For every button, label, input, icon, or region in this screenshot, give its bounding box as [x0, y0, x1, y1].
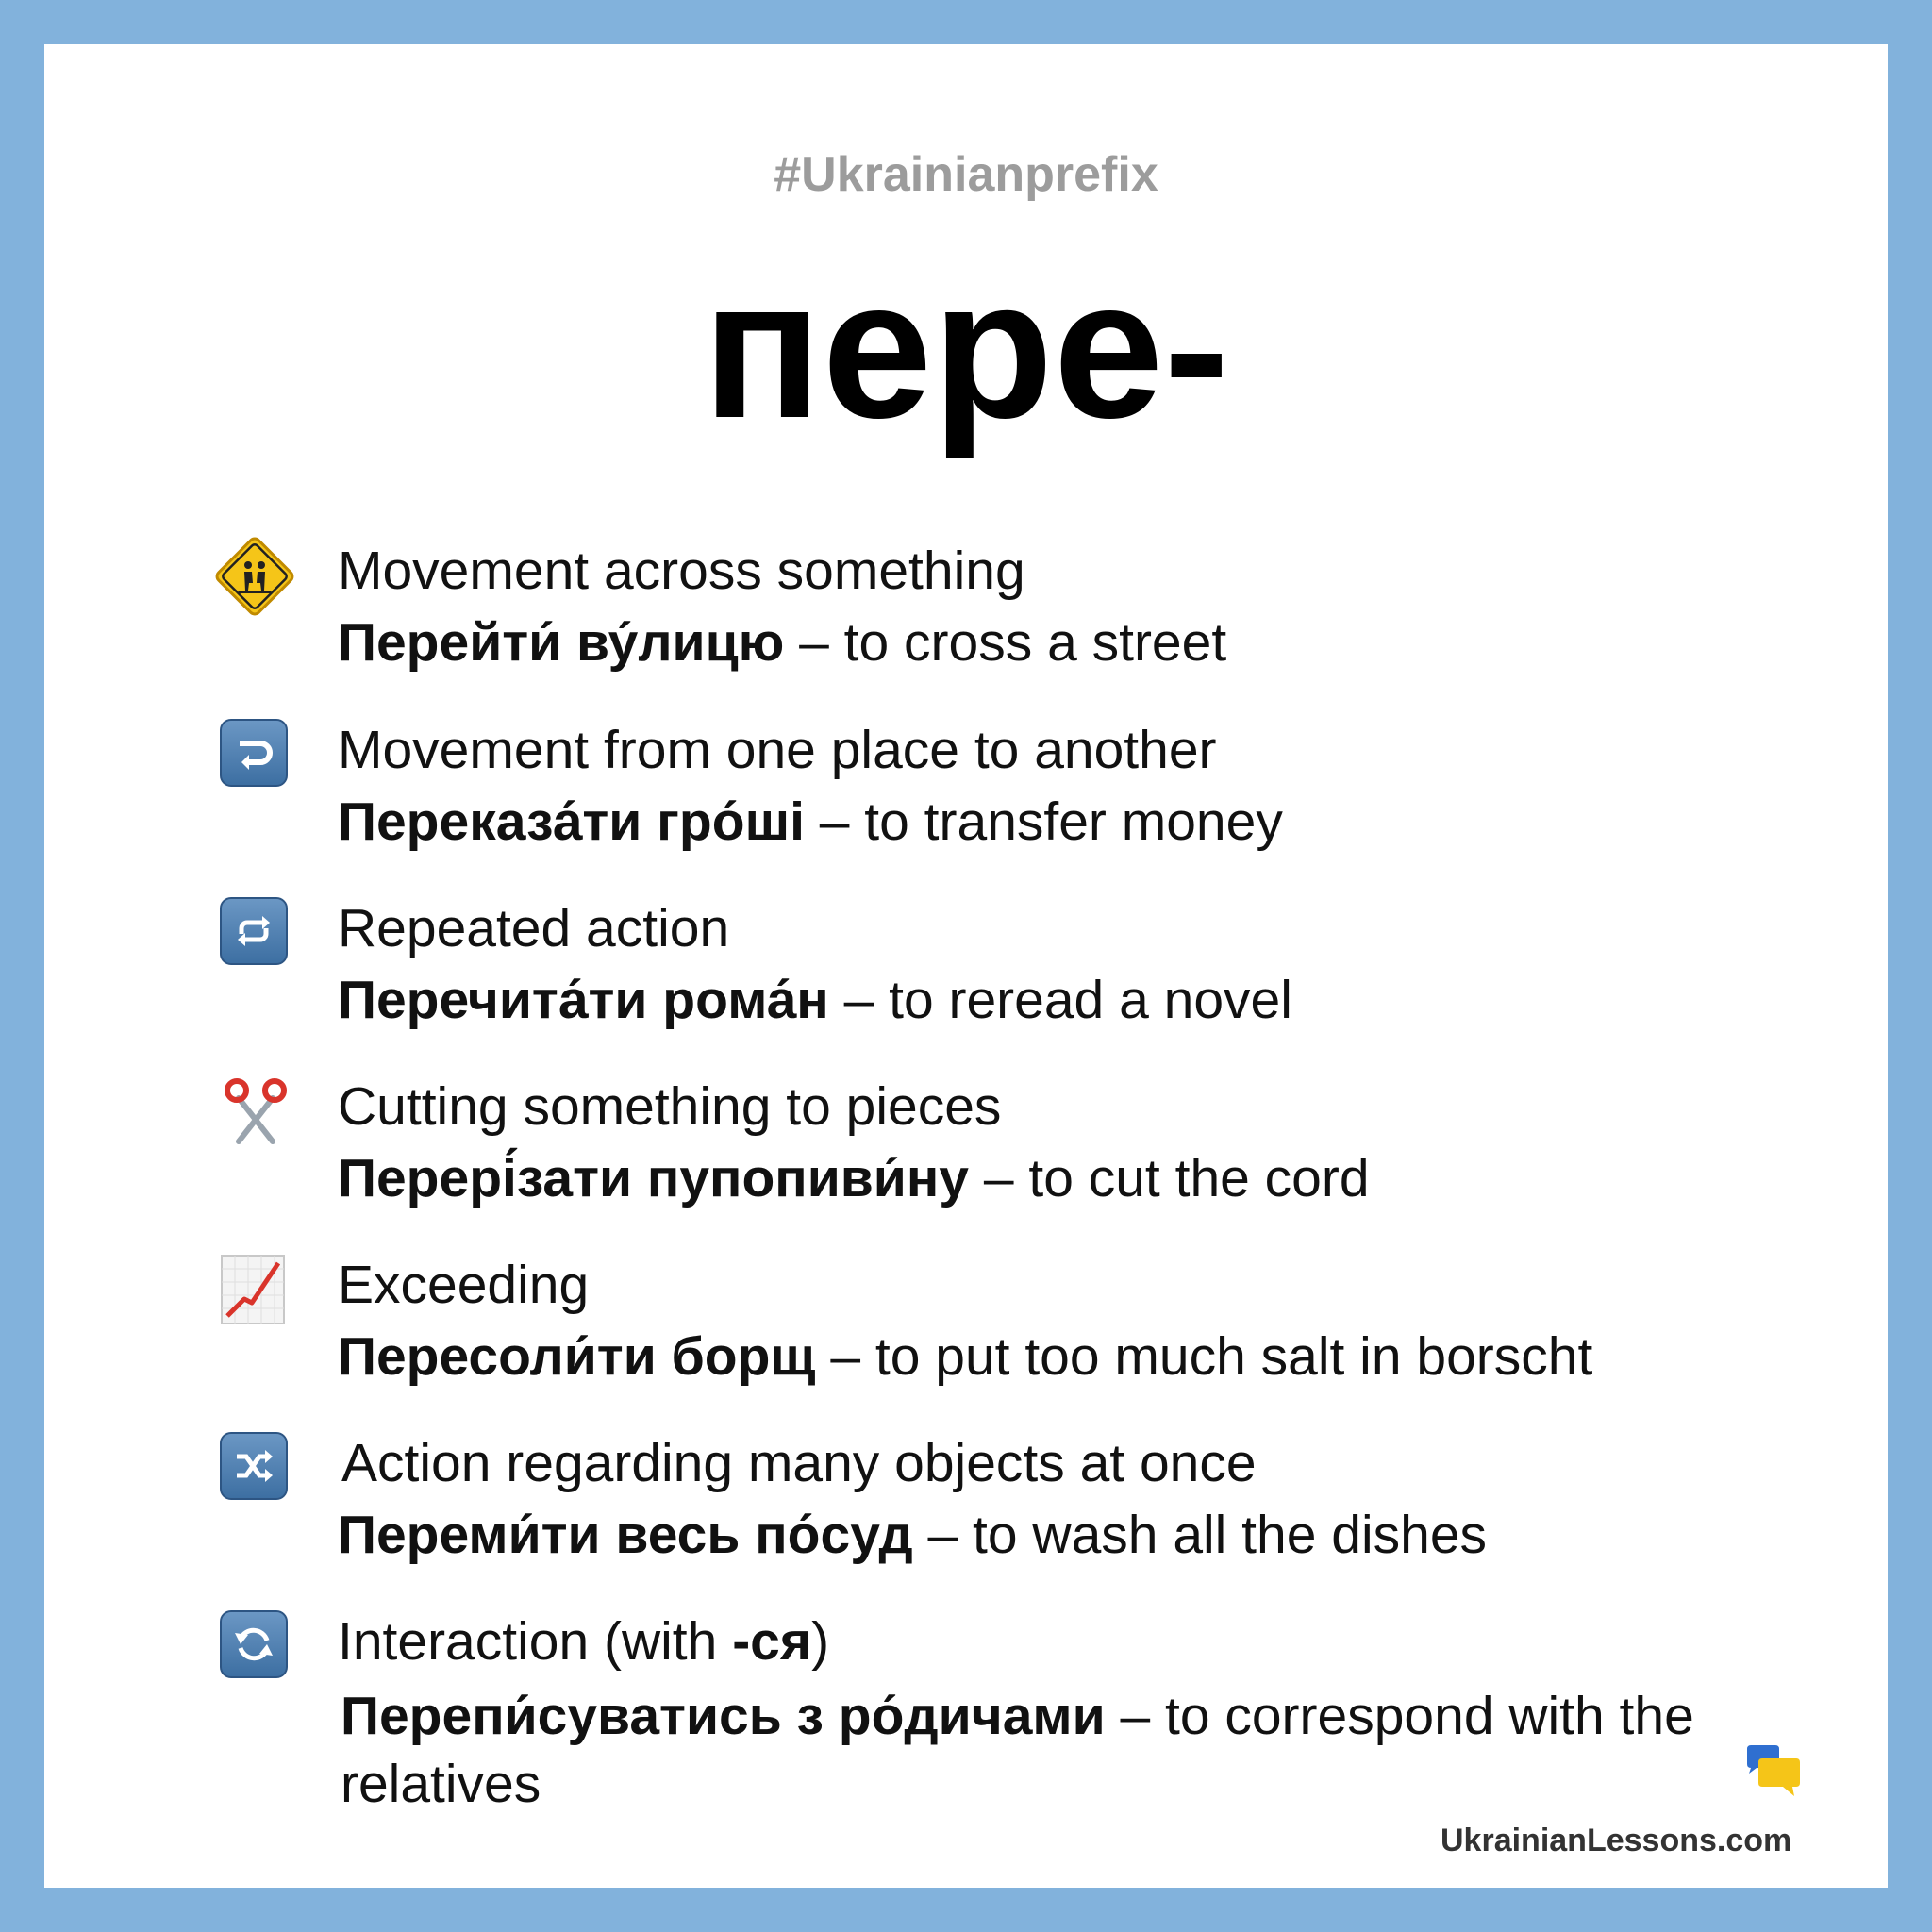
example-ukrainian: Перечита́ти рома́н	[338, 970, 829, 1030]
prefix-title: пере-	[702, 238, 1230, 459]
meaning-text: Action regarding many objects at once	[341, 1433, 1257, 1493]
counterclockwise-arrows-icon	[220, 1610, 291, 1682]
shuffle-icon	[220, 1432, 291, 1504]
meaning-main: Interaction (with	[338, 1611, 733, 1672]
example-text	[338, 969, 1292, 1031]
children-crossing-icon	[220, 540, 291, 611]
example-text	[338, 611, 1226, 674]
meaning-text: Cutting something to pieces	[338, 1076, 1002, 1137]
meaning-text: Exceeding	[338, 1255, 590, 1315]
example-ukrainian: Перейти́ ву́лицю	[338, 612, 785, 673]
meaning-text: Repeated action	[338, 898, 730, 958]
example-ukrainian: Переказа́ти гро́ші	[338, 791, 805, 852]
example-text	[338, 1147, 1370, 1209]
meaning-text	[338, 1610, 829, 1673]
scissors-icon	[220, 1075, 291, 1147]
hashtag-heading: #Ukrainianprefix	[774, 147, 1158, 202]
meaning-text: Movement across something	[338, 541, 1025, 601]
example-english: – to transfer money	[804, 791, 1283, 852]
meaning-text: Movement from one place to another	[338, 720, 1217, 780]
example-english: – to put too much salt in borscht	[815, 1326, 1593, 1387]
example-ukrainian: Перері́зати пупопиви́ну	[338, 1148, 969, 1208]
site-brand-link[interactable]: UkrainianLessons.com	[1441, 1823, 1792, 1858]
example-ukrainian: Переми́ти весь по́суд	[338, 1505, 913, 1565]
example-english: – to wash all the dishes	[912, 1505, 1488, 1565]
example-english: – to reread a novel	[828, 970, 1292, 1030]
example-text	[338, 1325, 1592, 1388]
right-arrow-curving-left-icon	[220, 719, 291, 791]
meaning-end: )	[811, 1611, 830, 1672]
example-english: – to cross a street	[784, 612, 1227, 673]
repeat-icon	[220, 897, 291, 969]
example-ukrainian: Перепи́суватись з ро́дичами	[341, 1686, 1106, 1746]
card	[44, 44, 1888, 1888]
example-ukrainian: Пересоли́ти борщ	[338, 1326, 816, 1387]
example-text	[338, 791, 1283, 853]
example-english: – to cut the cord	[968, 1148, 1370, 1208]
example-text	[338, 1504, 1487, 1566]
speech-bubbles-logo-icon	[1743, 1743, 1804, 1804]
example-english: – to correspond with the relatives	[341, 1686, 1694, 1814]
chart-increasing-icon	[220, 1254, 291, 1325]
example-text	[341, 1682, 1850, 1818]
meaning-suffix: -ся	[732, 1611, 812, 1672]
